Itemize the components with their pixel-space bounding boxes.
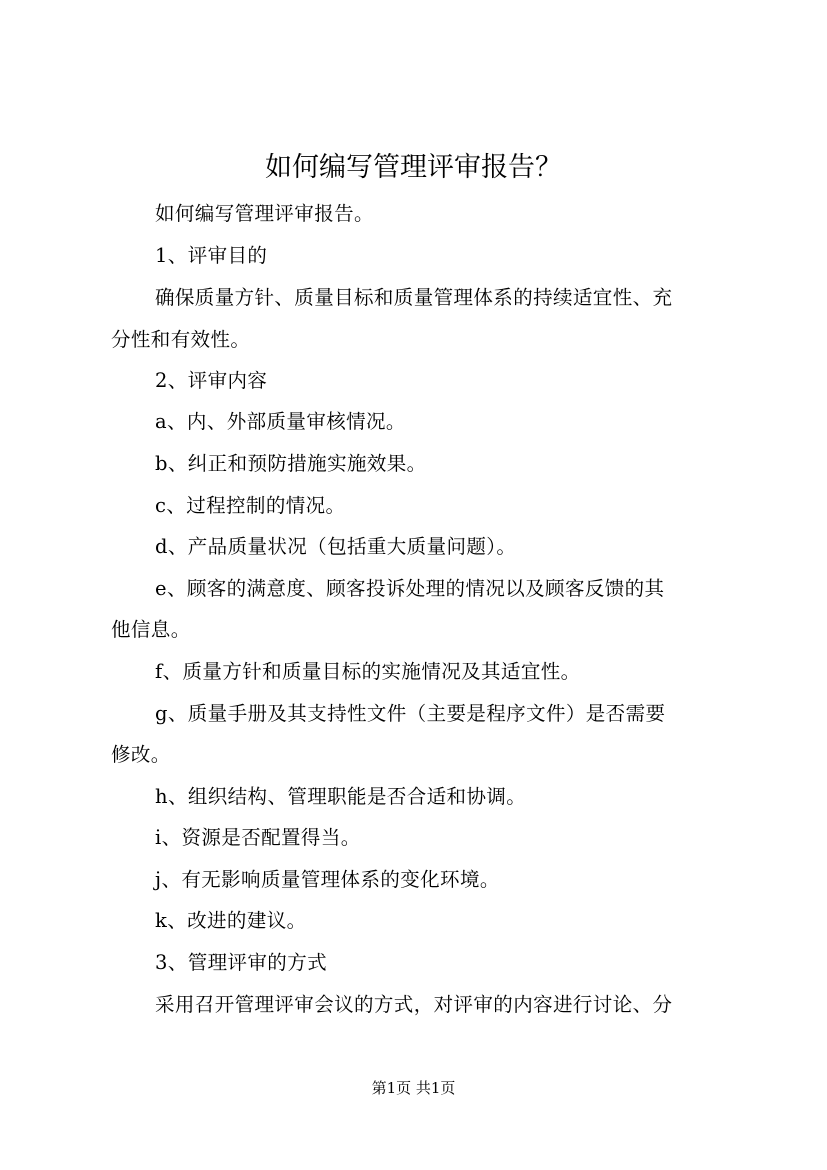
list-item: b、纠正和预防措施实施效果。 <box>155 452 427 475</box>
paragraph-line: 分性和有效性。 <box>111 328 251 351</box>
list-item: k、改进的建议。 <box>155 909 307 932</box>
document-title: 如何编写管理评审报告？ <box>265 152 562 183</box>
paragraph-line: 如何编写管理评审报告。 <box>155 202 374 225</box>
list-item: h、组织结构、管理职能是否合适和协调。 <box>155 785 527 808</box>
section-heading: 2、评审内容 <box>155 369 268 392</box>
list-item: a、内、外部质量审核情况。 <box>155 410 406 433</box>
list-item: e、顾客的满意度、顾客投诉处理的情况以及顾客反馈的其 <box>155 577 665 600</box>
list-item-continuation: 修改。 <box>111 743 171 766</box>
paragraph-line: 确保质量方针、质量目标和质量管理体系的持续适宜性、充 <box>155 286 673 309</box>
list-item: j、有无影响质量管理体系的变化环境。 <box>155 868 500 891</box>
page-footer: 第1页 共1页 <box>371 1079 456 1097</box>
section-heading: 3、管理评审的方式 <box>155 951 328 974</box>
list-item: c、过程控制的情况。 <box>155 494 346 517</box>
list-item: d、产品质量状况（包括重大质量问题）。 <box>155 535 517 558</box>
section-heading: 1、评审目的 <box>155 244 268 267</box>
list-item: g、质量手册及其支持性文件（主要是程序文件）是否需要 <box>155 702 666 725</box>
paragraph-line: 采用召开管理评审会议的方式，对评审的内容进行讨论、分 <box>155 993 673 1016</box>
list-item: i、资源是否配置得当。 <box>155 826 361 849</box>
list-item: f、质量方针和质量目标的实施情况及其适宜性。 <box>155 660 581 683</box>
list-item-continuation: 他信息。 <box>111 618 191 641</box>
